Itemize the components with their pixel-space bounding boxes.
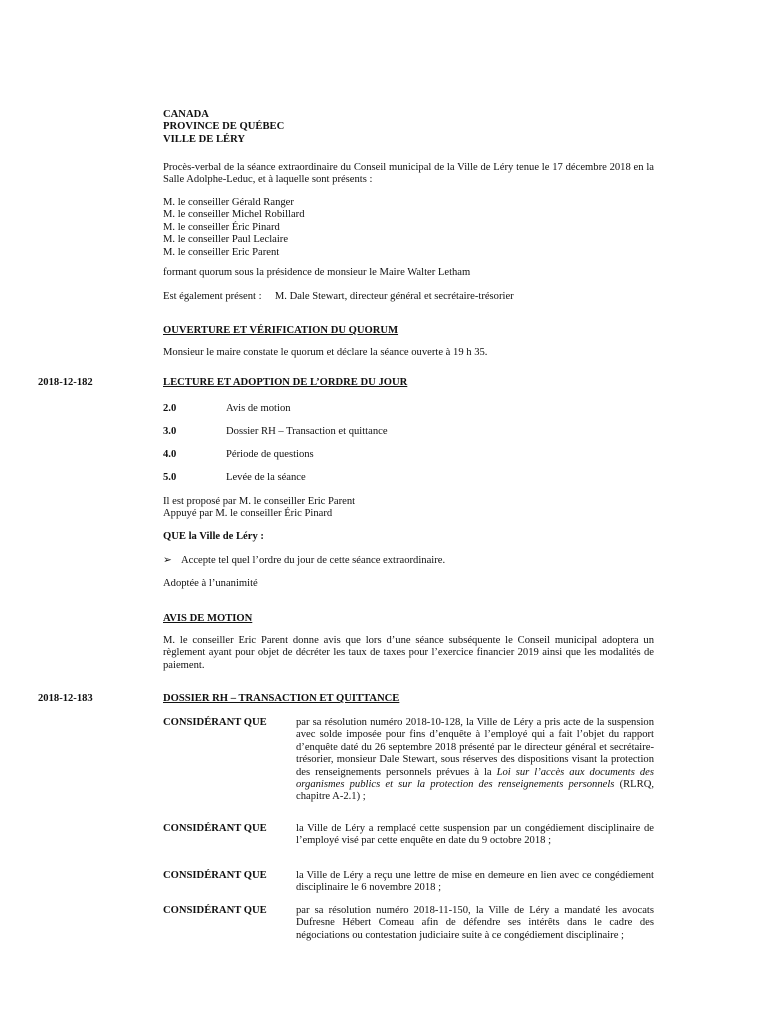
also-present-value: M. Dale Stewart, directeur général et secrétaire-trésorier <box>274 291 514 302</box>
considerant-label: CONSIDÉRANT QUE <box>163 870 267 881</box>
agenda-item <box>163 426 654 438</box>
intro-paragraph: Procès-verbal de la séance extraordinaire du Conseil municipal de la Ville de Léry tenue le 17 décembre 2018 en la Salle Adolphe-Leduc, et à laquelle sont présents : <box>163 162 654 186</box>
header-country: CANADA <box>163 109 209 120</box>
attendee: M. le conseiller Éric Pinard <box>163 221 280 233</box>
considerant-label: CONSIDÉRANT QUE <box>163 823 267 834</box>
agenda-item <box>163 403 654 415</box>
agenda-item-number: 4.0 <box>163 449 177 460</box>
agenda-heading: LECTURE ET ADOPTION DE L’ORDRE DU JOUR <box>163 377 408 388</box>
quorum-text: formant quorum sous la présidence de monsieur le Maire Walter Letham <box>163 267 471 278</box>
proposed-by: Il est proposé par M. le conseiller Eric Parent <box>163 496 356 507</box>
adopted-text: Adoptée à l’unanimité <box>163 578 258 589</box>
considerant-clause-4 <box>163 905 654 942</box>
considerant-clause-1 <box>163 717 654 804</box>
agenda-item-title: Avis de motion <box>226 403 291 414</box>
attendee: M. le conseiller Paul Leclaire <box>163 234 289 246</box>
arrow-bullet-icon: ➢ <box>163 555 172 566</box>
header-province: PROVINCE DE QUÉBEC <box>163 121 285 133</box>
agenda-item-number: 3.0 <box>163 426 177 437</box>
opening-text: Monsieur le maire constate le quorum et déclare la séance ouverte à 19 h 35. <box>163 347 488 358</box>
seconded-by: Appuyé par M. le conseiller Éric Pinard <box>163 508 333 520</box>
agenda-list <box>163 403 654 484</box>
attendee: M. le conseiller Gérald Ranger <box>163 197 294 208</box>
considerant-text: la Ville de Léry a reçu une lettre de mise en demeure en lien avec ce congédiement disciplinaire le 6 novembre 2018 ; <box>296 870 654 894</box>
agenda-item <box>163 449 654 461</box>
motion-credits <box>163 496 654 521</box>
agenda-item-number: 2.0 <box>163 403 177 414</box>
motion-heading: AVIS DE MOTION <box>163 613 253 624</box>
clause-text-end: (RLRQ, chapitre A-2.1) ; <box>296 779 654 803</box>
attendee: M. le conseiller Eric Parent <box>163 246 280 258</box>
resolution-number-183: 2018-12-183 <box>38 693 93 704</box>
agenda-item-title: Dossier RH – Transaction et quittance <box>226 426 388 437</box>
agenda-item-number: 5.0 <box>163 472 177 483</box>
resolution-bullet <box>163 555 654 567</box>
also-present <box>163 291 654 303</box>
considerant-clause-3 <box>163 870 654 895</box>
considerant-clause-2 <box>163 823 654 848</box>
considerant-text <box>296 717 654 804</box>
que-heading: QUE la Ville de Léry : <box>163 531 264 542</box>
also-present-label: Est également présent : <box>163 291 262 302</box>
hr-heading: DOSSIER RH – TRANSACTION ET QUITTANCE <box>163 693 400 704</box>
considerant-label: CONSIDÉRANT QUE <box>163 905 267 916</box>
opening-heading: OUVERTURE ET VÉRIFICATION DU QUORUM <box>163 325 399 336</box>
clause-text: par sa résolution numéro 2018-10-128, la Ville de Léry a pris acte de la suspension avec solde imposée pour fins d’enquête à l’employé qui a fait l’objet du rapport d’enquête daté du 26 septembre 2018 présenté par le directeur général et secrétaire-trésorier, monsieur Dale Stewart, sous réserves des dispositions visant la protection des renseignements personnels prévues à la <box>296 717 654 778</box>
agenda-item-title: Période de questions <box>226 449 314 460</box>
bullet-text: Accepte tel quel l’ordre du jour de cette séance extraordinaire. <box>181 555 446 566</box>
agenda-item-title: Levée de la séance <box>226 472 306 483</box>
considerant-text: la Ville de Léry a remplacé cette suspension par un congédiement disciplinaire de l’employé visé par cette enquête en date du 9 octobre 2018 ; <box>296 823 654 847</box>
attendees-list <box>163 197 654 259</box>
document-header <box>163 109 654 146</box>
motion-text: M. le conseiller Eric Parent donne avis que lors d’une séance subséquente le Conseil municipal adoptera un règlement ayant pour objet de décréter les taux de taxes pour l’exercice financier 2019 ainsi que les modalités de paiement. <box>163 635 654 671</box>
agenda-item <box>163 472 654 484</box>
law-title: Loi sur l’accès aux documents des organismes publics et sur la protection des renseignements personnels <box>296 766 654 791</box>
resolution-number-182: 2018-12-182 <box>38 377 93 388</box>
considerant-label: CONSIDÉRANT QUE <box>163 717 267 728</box>
attendee: M. le conseiller Michel Robillard <box>163 209 305 221</box>
header-city: VILLE DE LÉRY <box>163 133 246 145</box>
considerant-text: par sa résolution numéro 2018-11-150, la Ville de Léry a mandaté les avocats Dufresne Hébert Comeau afin de défendre ses intérêts dans le cadre des négociations ou contestation judiciaire suite à ce congédiement disciplinaire ; <box>296 905 654 941</box>
